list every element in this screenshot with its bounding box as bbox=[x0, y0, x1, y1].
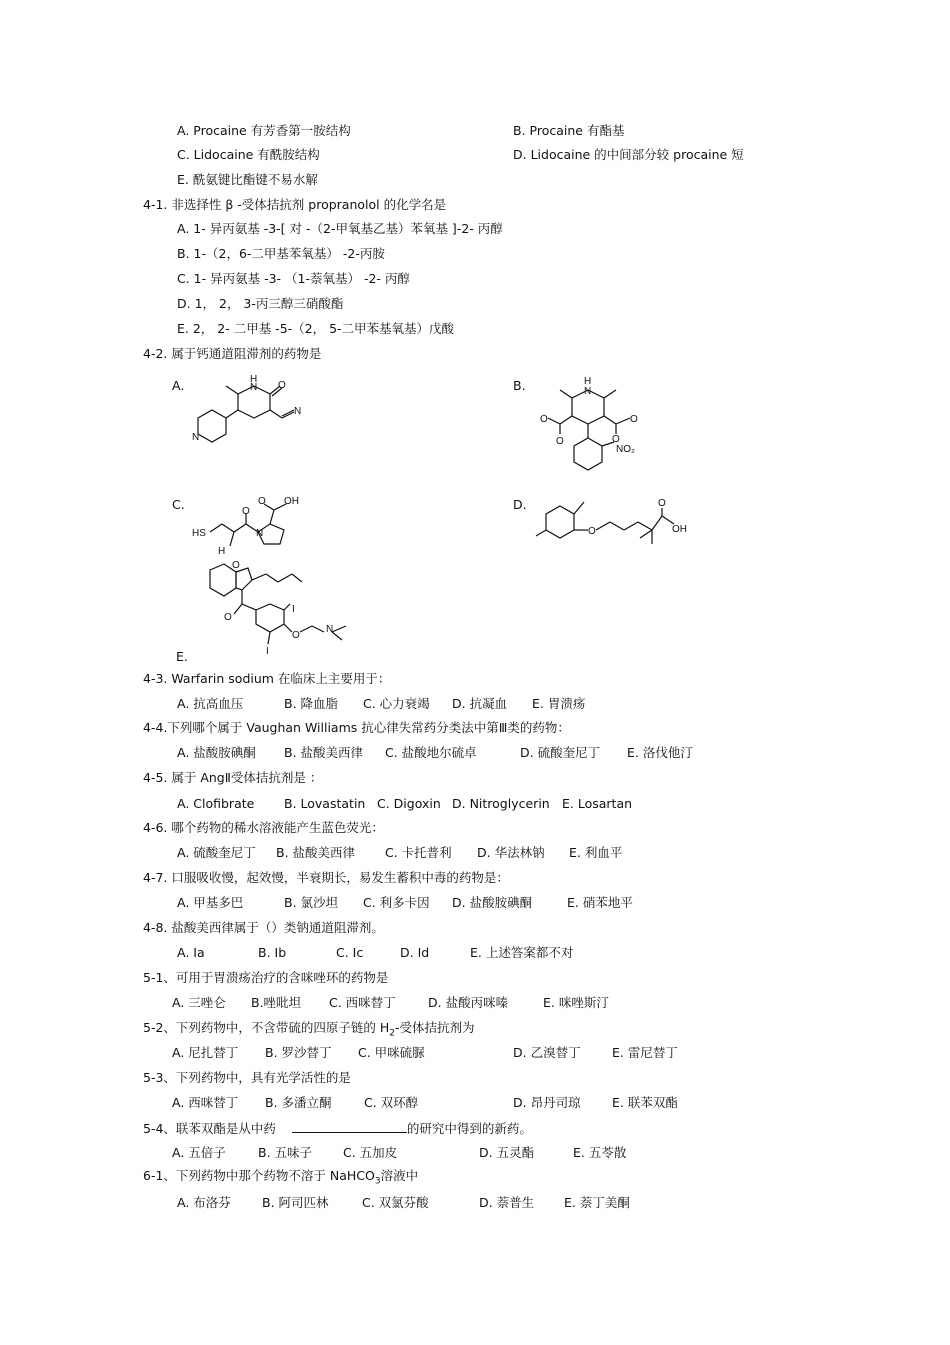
q4-8-option: C. Ⅰc bbox=[336, 945, 364, 960]
q4-7-option: B. 氯沙坦 bbox=[284, 895, 339, 910]
q5-3-option: D. 昂丹司琼 bbox=[513, 1095, 581, 1110]
q5-4-option: D. 五灵酯 bbox=[479, 1145, 535, 1160]
q4-6-option: E. 利血平 bbox=[569, 845, 623, 860]
structure-a bbox=[186, 372, 316, 456]
q6-1-option: E. 萘丁美酮 bbox=[564, 1195, 630, 1210]
q5-2-option: B. 罗沙替丁 bbox=[265, 1045, 332, 1060]
atom-label: I bbox=[292, 604, 295, 615]
stem-text: 溶液中 bbox=[380, 1168, 419, 1183]
question-5-1-stem: 5-1、可用于胃溃疡治疗的含咪唑环的药物是 bbox=[143, 970, 389, 985]
q4-3-option: A. 抗高血压 bbox=[177, 696, 244, 711]
q5-3-option: A. 西咪替丁 bbox=[172, 1095, 239, 1110]
q4-5-option: A. Clofibrate bbox=[177, 796, 255, 811]
question-4-7-stem: 4-7. 口服吸收慢，起效慢，半衰期长，易发生蓄积中毒的药物是： bbox=[143, 870, 509, 885]
q4-3-option: D. 抗凝血 bbox=[452, 696, 508, 711]
atom-label: O bbox=[224, 612, 232, 623]
q4-2-label-c: C. bbox=[172, 497, 185, 512]
atom-label: H bbox=[218, 546, 226, 557]
stem-subscript: 3 bbox=[374, 1176, 381, 1187]
atom-label: N bbox=[192, 432, 200, 443]
structure-b bbox=[530, 372, 660, 476]
stem-text: 的研究中得到的新药。 bbox=[406, 1121, 532, 1136]
atom-label: O bbox=[540, 414, 548, 425]
stem-text: 5-4、联苯双酯是从中药 bbox=[143, 1121, 276, 1136]
option-d: D. Lidocaine 的中间部分较 procaine 短 bbox=[513, 147, 744, 162]
stem-text: 5-2、下列药物中，不含带硫的四原子链的 H bbox=[143, 1020, 390, 1035]
q5-4-option: E. 五苓散 bbox=[573, 1145, 627, 1160]
stem-text: 6-1、下列药物中那个药物不溶于 NaHCO bbox=[143, 1168, 375, 1183]
atom-label: O bbox=[258, 496, 266, 507]
q6-1-option: B. 阿司匹林 bbox=[262, 1195, 329, 1210]
q4-2-label-d: D. bbox=[513, 497, 527, 512]
atom-label: O bbox=[232, 560, 240, 571]
q6-1-option: D. 萘普生 bbox=[479, 1195, 535, 1210]
q6-1-option: A. 布洛芬 bbox=[177, 1195, 231, 1210]
answer-blank[interactable] bbox=[292, 1120, 407, 1133]
atom-label: O bbox=[292, 630, 300, 641]
question-4-8-stem: 4-8. 盐酸美西律属于（）类钠通道阻滞剂。 bbox=[143, 920, 384, 935]
q4-6-option: D. 华法林钠 bbox=[477, 845, 545, 860]
q4-7-option: D. 盐酸胺碘酮 bbox=[452, 895, 533, 910]
structure-c-svg bbox=[190, 492, 310, 562]
q5-2-option: A. 尼扎替丁 bbox=[172, 1045, 239, 1060]
atom-label: O bbox=[630, 414, 638, 425]
q4-8-option: A. Ⅰa bbox=[177, 945, 205, 960]
q5-1-option: C. 西咪替丁 bbox=[329, 995, 396, 1010]
q5-1-option: D. 盐酸丙咪嗪 bbox=[428, 995, 509, 1010]
q4-6-option: B. 盐酸美西律 bbox=[276, 845, 356, 860]
question-4-1-stem: 4-1. 非选择性 β -受体拮抗剂 propranolol 的化学名是 bbox=[143, 197, 447, 212]
q4-8-option: B. Ⅰb bbox=[258, 945, 287, 960]
atom-label: N bbox=[256, 528, 264, 539]
stem-subscript: 2 bbox=[389, 1028, 396, 1039]
q5-4-option: A. 五倍子 bbox=[172, 1145, 226, 1160]
option-e: E. 酰氨键比酯键不易水解 bbox=[177, 172, 318, 187]
atom-label: HS bbox=[192, 528, 206, 539]
atom-label: H bbox=[584, 376, 592, 387]
q5-1-option: B.唑吡坦 bbox=[251, 995, 302, 1010]
structure-e bbox=[196, 560, 366, 664]
q4-6-option: A. 硫酸奎尼丁 bbox=[177, 845, 256, 860]
atom-label: I bbox=[266, 646, 269, 657]
question-4-6-stem: 4-6. 哪个药物的稀水溶液能产生蓝色荧光： bbox=[143, 820, 384, 835]
q4-1-option-e: E. 2， 2- 二甲基 -5-（2， 5-二甲苯基氧基）戊酸 bbox=[177, 321, 455, 336]
q4-5-option: B. Lovastatin bbox=[284, 796, 366, 811]
q5-3-option: E. 联苯双酯 bbox=[612, 1095, 678, 1110]
atom-label: N bbox=[584, 386, 592, 397]
structure-d bbox=[530, 492, 700, 556]
q4-6-option: C. 卡托普利 bbox=[385, 845, 452, 860]
q4-4-option: C. 盐酸地尔硫卓 bbox=[385, 745, 477, 760]
atom-label: N bbox=[326, 624, 334, 635]
structure-b-svg bbox=[530, 372, 660, 472]
question-5-4-stem bbox=[143, 1120, 532, 1137]
question-4-3-stem: 4-3. Warfarin sodium 在临床上主要用于： bbox=[143, 671, 391, 686]
q5-2-option: D. 乙溴替丁 bbox=[513, 1045, 581, 1060]
structure-d-svg bbox=[530, 492, 700, 552]
q5-1-option: E. 咪唑斯汀 bbox=[543, 995, 609, 1010]
atom-label: OH bbox=[672, 524, 687, 535]
atom-label: N bbox=[250, 382, 258, 393]
q4-5-option: E. Losartan bbox=[562, 796, 633, 811]
question-6-1-stem bbox=[143, 1168, 418, 1190]
q4-4-option: B. 盐酸美西律 bbox=[284, 745, 364, 760]
q4-7-option: A. 甲基多巴 bbox=[177, 895, 244, 910]
q4-8-option: E. 上述答案都不对 bbox=[470, 945, 574, 960]
q5-2-option: E. 雷尼替丁 bbox=[612, 1045, 678, 1060]
question-4-5-stem: 4-5. 属于 AngⅡ受体拮抗剂是 ： bbox=[143, 770, 323, 785]
option-b: B. Procaine 有酯基 bbox=[513, 123, 625, 138]
q4-1-option-b: B. 1-（2，6-二甲基苯氧基） -2-丙胺 bbox=[177, 246, 385, 261]
q4-2-label-e: E. bbox=[176, 649, 188, 664]
q4-3-option: C. 心力衰竭 bbox=[363, 696, 430, 711]
atom-label: O bbox=[658, 498, 666, 509]
q5-1-option: A. 三唑仑 bbox=[172, 995, 226, 1010]
structure-a-svg bbox=[186, 372, 316, 452]
q4-2-label-a: A. bbox=[172, 378, 185, 393]
q4-5-option: C. Digoxin bbox=[377, 796, 441, 811]
atom-label: O bbox=[612, 434, 620, 445]
atom-label: N bbox=[294, 406, 302, 417]
q4-7-option: C. 利多卡因 bbox=[363, 895, 430, 910]
question-4-2-stem: 4-2. 属于钙通道阻滞剂的药物是 bbox=[143, 346, 322, 361]
q4-4-option: D. 硫酸奎尼丁 bbox=[520, 745, 601, 760]
structure-c bbox=[190, 492, 310, 566]
atom-label: O bbox=[556, 436, 564, 447]
q4-2-label-b: B. bbox=[513, 378, 526, 393]
q4-4-option: A. 盐酸胺碘酮 bbox=[177, 745, 256, 760]
q6-1-option: C. 双氯芬酸 bbox=[362, 1195, 429, 1210]
atom-label: O bbox=[242, 506, 250, 517]
option-a: A. Procaine 有芳香第一胺结构 bbox=[177, 123, 351, 138]
question-4-4-stem: 4-4.下列哪个属于 Vaughan Williams 抗心律失常药分类法中第Ⅲ类的药物： bbox=[143, 720, 570, 735]
q4-7-option: E. 硝苯地平 bbox=[567, 895, 633, 910]
question-5-2-stem bbox=[143, 1020, 475, 1042]
q4-4-option: E. 洛伐他汀 bbox=[627, 745, 693, 760]
q4-5-option: D. Nitroglycerin bbox=[452, 796, 550, 811]
option-c: C. Lidocaine 有酰胺结构 bbox=[177, 147, 320, 162]
q5-3-option: C. 双环醇 bbox=[364, 1095, 419, 1110]
atom-label: OH bbox=[284, 496, 299, 507]
q5-3-option: B. 多潘立酮 bbox=[265, 1095, 332, 1110]
q5-4-option: C. 五加皮 bbox=[343, 1145, 398, 1160]
q4-1-option-c: C. 1- 异丙氨基 -3- （1-萘氧基） -2- 丙醇 bbox=[177, 271, 410, 286]
question-5-3-stem: 5-3、下列药物中，具有光学活性的是 bbox=[143, 1070, 351, 1085]
q5-4-option: B. 五味子 bbox=[258, 1145, 313, 1160]
q4-3-option: B. 降血脂 bbox=[284, 696, 339, 711]
stem-text: -受体拮抗剂为 bbox=[395, 1020, 475, 1035]
q4-8-option: D. Ⅰd bbox=[400, 945, 430, 960]
atom-label: O bbox=[278, 380, 286, 391]
atom-label: H bbox=[250, 374, 258, 385]
q4-1-option-a: A. 1- 异丙氨基 -3-[ 对 -（2-甲氧基乙基）苯氧基 ]-2- 丙醇 bbox=[177, 221, 503, 236]
q4-3-option: E. 胃溃疡 bbox=[532, 696, 586, 711]
atom-label: NO₂ bbox=[616, 444, 635, 455]
q4-1-option-d: D. 1， 2， 3-丙三醇三硝酸酯 bbox=[177, 296, 344, 311]
q5-2-option: C. 甲咪硫脲 bbox=[358, 1045, 425, 1060]
atom-label: O bbox=[588, 526, 596, 537]
structure-e-svg bbox=[196, 560, 366, 660]
